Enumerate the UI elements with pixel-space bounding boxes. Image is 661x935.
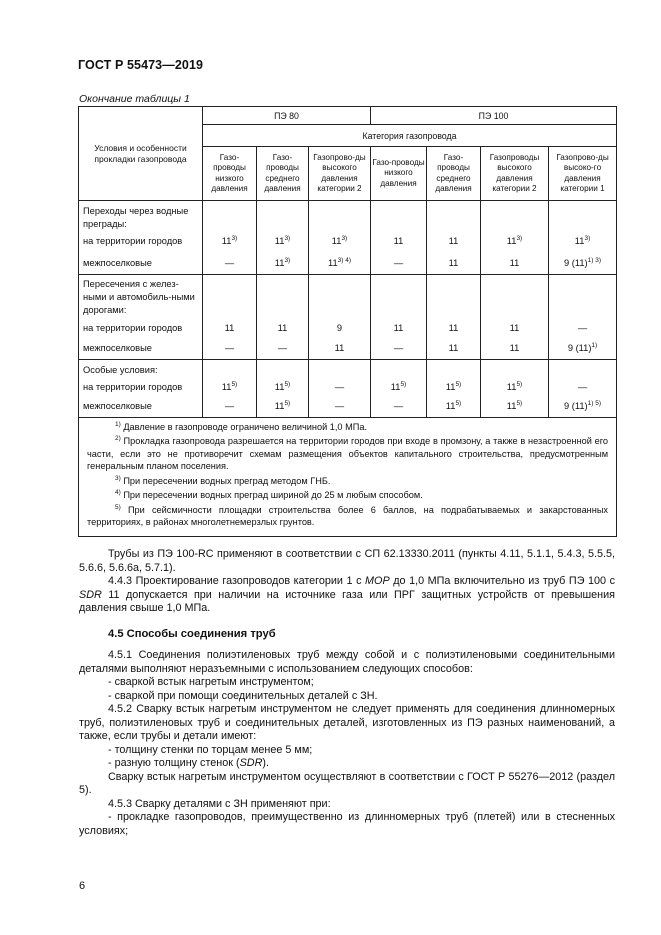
table-cell: 11 [257, 317, 309, 339]
col-pe100-high2: Газопроводы высокого давления категории 2 [481, 147, 549, 201]
bullet-item: - толщину стенки по торцам менее 5 мм; [108, 743, 313, 756]
paragraph-pe100rc: Трубы из ПЭ 100-RC применяют в соответствии с СП 62.13330.2011 (пункты 4.11, 5.1.1, 5.4.3, 5.5.5, 5.6.6, 5.6.6а, 5.7.1). [79, 548, 615, 574]
table-row [79, 397, 617, 417]
paragraph-4-5-3: 4.5.3 Сварку деталями с ЗН применяют при: [108, 797, 331, 810]
col-pe80-high: Газопрово-ды высокого давления категории 2 [309, 147, 371, 201]
table-cell: — [203, 253, 257, 275]
group-pe80: ПЭ 80 [203, 107, 371, 125]
table-cell: 11 [203, 317, 257, 339]
table-cell: 11 [481, 317, 549, 339]
row-label: межпоселковые [79, 397, 203, 417]
table-cell: — [371, 397, 427, 417]
table-cell: 9 $(11)^{1) 5)}$ [549, 397, 617, 417]
table-cell: — [309, 377, 371, 397]
note-3: $^{3)}$ При пересечении водных преград методом ГНБ. [115, 474, 331, 486]
row-label: на территории городов [79, 231, 203, 253]
bullet-item: - разную толщину стенок (SDR). [108, 757, 269, 769]
table-cell: 11$^{5)}$ [427, 377, 481, 397]
col-pe80-mid: Газо-проводы среднего давления [257, 147, 309, 201]
table-cell: 11 [427, 231, 481, 253]
col0-header: Условия и особенности прокладки газопровода [79, 107, 203, 201]
table-cell: 11 [481, 253, 549, 275]
table-cell: — [371, 339, 427, 359]
table-cell: 11 [427, 253, 481, 275]
table-cell: 11$^{5)}$ [481, 377, 549, 397]
bullet-item: - сваркой при помощи соединительных деталей с ЗН. [108, 689, 378, 702]
table-cell: 11 [371, 231, 427, 253]
table-cell: 11 [427, 317, 481, 339]
table-cell: — [257, 339, 309, 359]
table-cell: 11$^{3)}$ [549, 231, 617, 253]
table-row [79, 339, 617, 359]
table-cell: 11$^{3)}$ [257, 231, 309, 253]
table-cell: 11$^{5)}$ [203, 377, 257, 397]
table-cell: 11$^{5)}$ [371, 377, 427, 397]
table-cell: 11$^{5)}$ [257, 377, 309, 397]
table-row [79, 231, 617, 253]
table-cell: — [549, 377, 617, 397]
table-cell: 11$^{3)}$ [481, 231, 549, 253]
page-number: 6 [79, 880, 86, 892]
paragraph-4-5-1: 4.5.1 Соединения полиэтиленовых труб между собой и с полиэтиленовыми соединительными деталями выполняют неразъемными с использованием следующих способов: [79, 649, 615, 675]
table-cell: — [309, 397, 371, 417]
table-cell: $11^{3) 4)}$ [309, 253, 371, 275]
note-2: $^{2)}$ Прокладка газопровода разрешается на территории городов при входе в промзону, а также в незастроенной его части, если это не противоречит схемам размещения объектов капитального строительства, предусмотренным генеральным планом поселения. [87, 435, 609, 471]
table-cell: — [203, 397, 257, 417]
document-header: ГОСТ Р 55473—2019 [78, 58, 204, 72]
category-header: Категория газопровода [203, 125, 617, 147]
table-cell: 9 $(11)^{1)}$ [549, 339, 617, 359]
section-title: Пересечения с желез-ными и автомобиль-ными дорогами: [79, 275, 203, 318]
row-label: на территории городов [79, 377, 203, 397]
table-cell: 11 [309, 339, 371, 359]
body-text-2 [79, 649, 615, 838]
table-cell: 11 [481, 339, 549, 359]
table-caption: Окончание таблицы 1 [79, 93, 190, 105]
section-title: Переходы через водные преграды: [79, 201, 203, 231]
row-label: межпоселковые [79, 339, 203, 359]
col-pe100-high1: Газопрово-ды высоко-го давления категории 1 [549, 147, 617, 201]
row-label: на территории городов [79, 317, 203, 339]
table-cell: 11$^{3)}$ [309, 231, 371, 253]
col-pe100-mid: Газо-проводы среднего давления [427, 147, 481, 201]
bullet-item: - сваркой встык нагретым инструментом; [108, 676, 314, 688]
table-row [79, 317, 617, 339]
bullet-item: - прокладке газопроводов, преимущественно из длинномерных труб (плетей) или в стесненных условиях; [79, 811, 615, 837]
table-cell: 11 [371, 317, 427, 339]
data-table [78, 106, 617, 537]
table-row [79, 377, 617, 397]
table-cell: 11$^{5)}$ [427, 397, 481, 417]
paragraph-4-4-3: 4.4.3 Проектирование газопроводов категории 1 с MOP до 1,0 МПа включительно из труб ПЭ 100 с SDR 11 допускается при наличии на источнике газа или ПРГ защитных устройств от превышения давления свыше 1,0 МПа. [79, 575, 615, 614]
note-5: $^{5)}$ При сейсмичности площадки строительства более 6 баллов, на подрабатываемых и закарстованных территориях, в районах многолетнемерзлых грунтов. [87, 503, 609, 527]
note-4: $^{4)}$ При пересечении водных преград шириной до 25 м любым способом. [115, 489, 423, 500]
paragraph-butt-welding: Сварку встык нагретым инструментом осуществляют в соответствии с ГОСТ Р 55276—2012 (раздел 5). [79, 770, 615, 796]
table-cell: 9 $(11)^{1) 3)}$ [549, 253, 617, 275]
table-cell: — [203, 339, 257, 359]
table-cell: 11$^{5)}$ [257, 397, 309, 417]
table-cell: 11$^{3)}$ [257, 253, 309, 275]
table-cell: 11 [427, 339, 481, 359]
col-pe80-low: Газо-проводы низкого давления [203, 147, 257, 201]
table-notes [79, 417, 617, 536]
table-cell: 9 [309, 317, 371, 339]
table-cell: 11$^{3)}$ [203, 231, 257, 253]
group-pe100: ПЭ 100 [371, 107, 617, 125]
section-title: Особые условия: [79, 359, 203, 377]
table-row [79, 253, 617, 275]
note-1: $^{1)}$ Давление в газопроводе ограничено величиной 1,0 МПа. [115, 420, 368, 432]
table-cell: — [549, 317, 617, 339]
col-pe100-low: Газо-проводы низкого давления [371, 147, 427, 201]
row-label: межпоселковые [79, 253, 203, 275]
section-heading-4-5: 4.5 Способы соединения труб [108, 628, 276, 640]
table-cell: 11$^{5)}$ [481, 397, 549, 417]
table-cell: — [371, 253, 427, 275]
body-text-1 [79, 548, 615, 616]
paragraph-4-5-2: 4.5.2 Сварку встык нагретым инструментом не следует применять для соединения длинномерных труб, полиэтиленовых труб и соединительных деталей, изготовленных из ПЭ разных наименований, а также, если трубы и детали имеют: [79, 703, 615, 742]
